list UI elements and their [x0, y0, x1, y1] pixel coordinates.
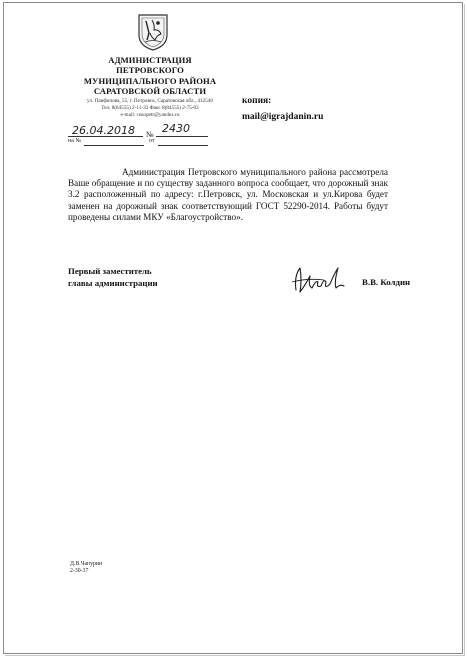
ot-underline: [158, 145, 208, 146]
address-line: Тел. 8(84555) 2-11-33 Факс 8(84555) 2-75-02: [101, 105, 199, 112]
na-underline: [84, 145, 144, 146]
signer-title-line: Первый заместитель: [68, 266, 152, 276]
organization-name: [60, 55, 240, 97]
registration-date: 26.04.2018: [72, 124, 135, 137]
signer-title-line: главы администрации: [68, 277, 158, 288]
org-line: САРАТОВСКОЙ ОБЛАСТИ: [93, 86, 207, 97]
org-line: МУНИЦИПАЛЬНОГО РАЙОНА: [83, 75, 217, 86]
number-sign: №: [146, 130, 154, 139]
address-line: e-mail: cnsopetr@yandex.ru: [120, 112, 180, 119]
handwritten-signature: [288, 262, 348, 296]
org-line: ПЕТРОВСКОГО: [116, 65, 184, 76]
coat-of-arms-icon: [137, 13, 169, 51]
ot-label: от: [149, 138, 155, 144]
org-line: АДМИНИСТРАЦИЯ: [108, 55, 192, 65]
executor-phone: 2-30-37: [70, 568, 89, 575]
executor-name: Д.В.Чапурин: [70, 561, 103, 567]
number-underline: [156, 136, 208, 137]
organization-address: [60, 98, 240, 120]
registration-number: 2430: [162, 122, 190, 135]
signer-title: [68, 266, 158, 289]
copy-label: копия:: [242, 96, 272, 106]
address-line: ул. Панфилова, 55, г. Петровск, Саратовская обл., 412540: [87, 98, 213, 104]
date-underline: [68, 136, 143, 137]
letter-body: Администрация Петровского муниципального района рассмотрела Ваше обращение и по существу заданного вопроса сообщает, что дорожный знак 3.2 расположенный по адресу: г.Петровск, ул. Московская и ул.Кирова будет заменен на дорожный знак соответствующий ГОСТ 52290-2014. Работы будут проведены силами МКУ «Благоустройство».: [68, 167, 388, 222]
signer-name: В.В. Колдин: [362, 277, 411, 287]
na-label: на №: [68, 138, 82, 144]
copy-email: mail@igrajdanin.ru: [242, 112, 324, 122]
executor-info: [70, 561, 102, 576]
